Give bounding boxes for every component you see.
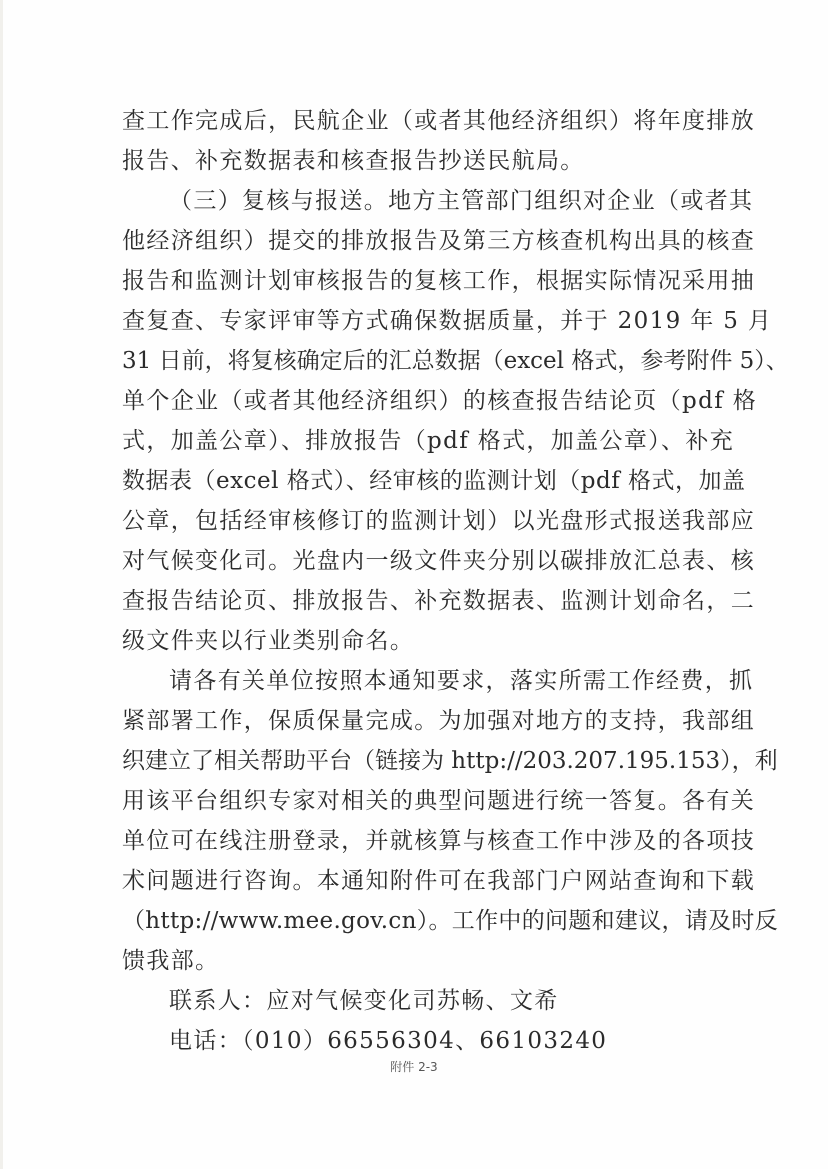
- text-line: 报告、补充数据表和核查报告抄送民航局。: [122, 148, 585, 174]
- document-body: [122, 101, 789, 1061]
- text-line: 馈我部。: [122, 948, 220, 974]
- contact-phone-line: 电话：（010）66556304、66103240: [169, 1028, 608, 1054]
- paragraph-continuation: [122, 101, 756, 181]
- paragraph-requirements: [122, 661, 778, 981]
- paragraph-review-and-submission: [122, 181, 789, 661]
- text-line: 他经济组织）提交的排放报告及第三方核查机构出具的核查: [122, 228, 756, 254]
- text-line: 单个企业（或者其他经济组织）的核查报告结论页（pdf 格: [122, 388, 758, 414]
- text-line: 用该平台组织专家对相关的典型问题进行统一答复。各有关: [122, 788, 756, 814]
- text-line: 查复查、专家评审等方式确保数据质量，并于 2019 年 5 月: [122, 308, 773, 334]
- page-footer: [0, 1058, 828, 1075]
- text-line: 31 日前，将复核确定后的汇总数据（excel 格式，参考附件 5）、: [122, 348, 789, 374]
- contact-block: [122, 981, 704, 1061]
- text-line: 式，加盖公章）、排放报告（pdf 格式，加盖公章）、补充: [122, 428, 735, 454]
- text-line: 报告和监测计划审核报告的复核工作，根据实际情况采用抽: [122, 268, 756, 294]
- text-line: 对气候变化司。光盘内一级文件夹分别以碳排放汇总表、核: [122, 548, 756, 574]
- text-line: 数据表（excel 格式）、经审核的监测计划（pdf 格式，加盖: [122, 468, 746, 494]
- text-line: 级文件夹以行业类别命名。: [122, 628, 415, 654]
- contact-person-line: 联系人：应对气候变化司苏畅、文希: [169, 988, 559, 1014]
- text-line: 术问题进行咨询。本通知附件可在我部门户网站查询和下载: [122, 868, 756, 894]
- page-number-label: 附件 2-3: [390, 1060, 438, 1074]
- text-line: 查报告结论页、排放报告、补充数据表、监测计划命名，二: [122, 588, 756, 614]
- text-line: 请各有关单位按照本通知要求，落实所需工作经费，抓: [169, 668, 754, 694]
- text-line: 单位可在线注册登录，并就核算与核查工作中涉及的各项技: [122, 828, 756, 854]
- text-line: 公章，包括经审核修订的监测计划）以光盘形式报送我部应: [122, 508, 756, 534]
- text-line: （http://www.mee.gov.cn）。工作中的问题和建议，请及时反: [122, 908, 778, 934]
- text-line: 查工作完成后，民航企业（或者其他经济组织）将年度排放: [122, 108, 756, 134]
- text-line: 织建立了相关帮助平台（链接为 http://203.207.195.153），利: [122, 748, 778, 774]
- text-line: 紧部署工作，保质保量完成。为加强对地方的支持，我部组: [122, 708, 756, 734]
- section-heading-line: （三）复核与报送。地方主管部门组织对企业（或者其: [169, 188, 754, 214]
